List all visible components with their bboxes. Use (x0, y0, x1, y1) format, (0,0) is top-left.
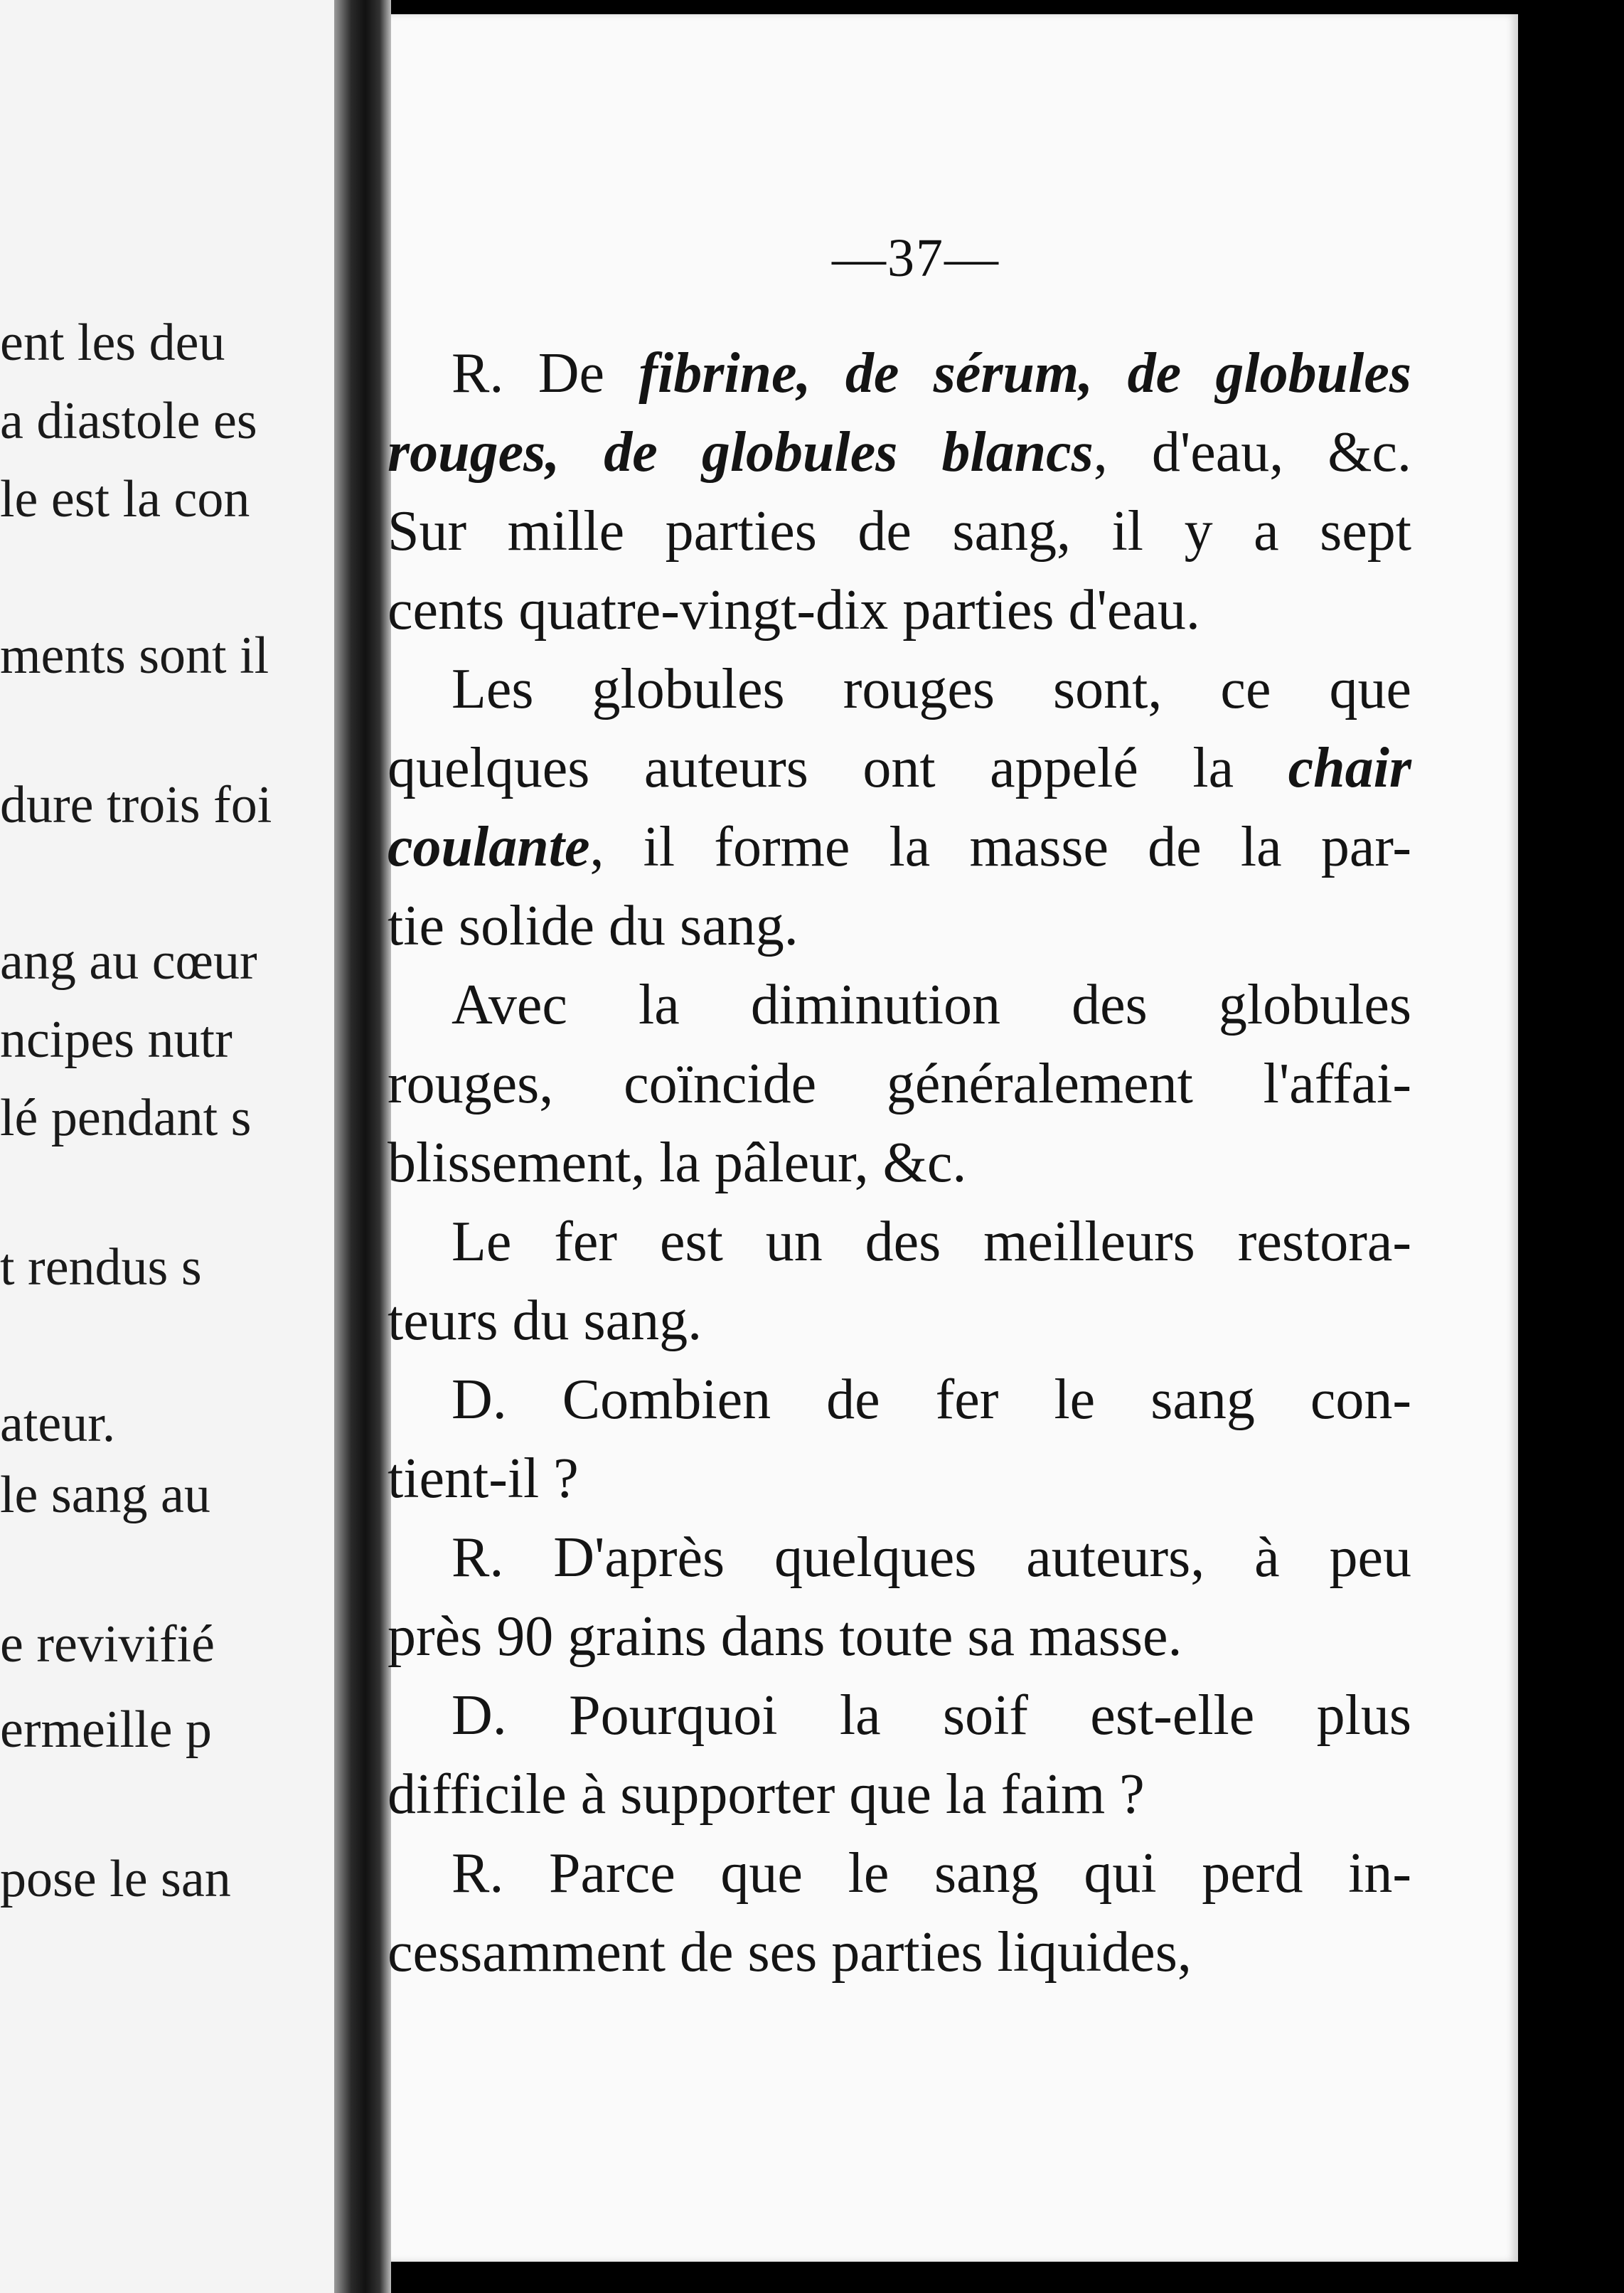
paragraph-2-line-4: tie solide du sang. (388, 895, 798, 957)
left-line-2: a diastole es (0, 392, 257, 450)
text-run: R. De (452, 342, 639, 405)
left-line-9: t rendus s (0, 1238, 202, 1297)
question-2-line-2: difficile à supporter que la faim ? (388, 1763, 1145, 1826)
left-line-6: ang au cœur (0, 932, 257, 991)
left-line-13: ermeille p (0, 1701, 212, 1759)
left-line-11: le sang au (0, 1466, 210, 1524)
italic-run: fibrine, de sérum, de globules (639, 342, 1412, 405)
paragraph-2-line-2 (388, 729, 1411, 808)
answer-1-line-2: près 90 grains dans toute sa masse. (388, 1605, 1182, 1668)
italic-run: chair (1288, 737, 1411, 799)
paragraph-1-line-1 (388, 334, 1411, 413)
paragraph-4-line-2: teurs du sang. (388, 1289, 703, 1352)
paragraph-4-line-1: Le fer est un des meilleurs restora- (452, 1211, 1411, 1273)
answer-2-line-1: R. Parce que le sang qui perd in- (452, 1842, 1411, 1905)
paragraph-1-line-3: Sur mille parties de sang, il y a sept (388, 500, 1411, 563)
left-line-3: le est la con (0, 470, 250, 528)
paragraph-3-line-1: Avec la diminution des globules (452, 974, 1411, 1036)
left-line-4: ments sont il (0, 627, 269, 685)
answer-1-line-1: R. D'après quelques auteurs, à peu (452, 1526, 1411, 1589)
left-line-12: e revivifié (0, 1615, 215, 1674)
paragraph-3-line-2: rouges, coïncide généralement l'affai- (388, 1053, 1411, 1115)
left-page-fragment (0, 0, 384, 2293)
paragraph-2-line-3 (388, 808, 1411, 887)
paragraph-1-line-4: cents quatre-vingt-dix parties d'eau. (388, 579, 1200, 642)
paragraph-1-line-2 (388, 413, 1411, 492)
left-line-7: ncipes nutr (0, 1011, 233, 1069)
answer-2-line-2: cessamment de ses parties liquides, (388, 1921, 1192, 1984)
left-line-10: ateur. (0, 1395, 116, 1453)
paragraph-3-line-3: blissement, la pâleur, &c. (388, 1132, 967, 1194)
scan-border-right (1518, 0, 1624, 2293)
left-line-14: pose le san (0, 1850, 231, 1908)
book-gutter (334, 0, 391, 2293)
text-run: , il forme la masse de la par- (589, 816, 1411, 878)
left-line-1: ent les deu (0, 314, 225, 372)
left-line-5: dure trois foi (0, 776, 272, 834)
question-1-line-2: tient-il ? (388, 1447, 579, 1510)
text-run: quelques auteurs ont appelé la (388, 737, 1288, 799)
text-run: , d'eau, &c. (1093, 421, 1412, 484)
page-number: —37— (832, 228, 1000, 288)
italic-run: coulante (388, 816, 590, 878)
page-body (388, 334, 1411, 1992)
paragraph-2-line-1: Les globules rouges sont, ce que (452, 658, 1411, 720)
question-1-line-1: D. Combien de fer le sang con- (452, 1368, 1411, 1431)
question-2-line-1: D. Pourquoi la soif est-elle plus (452, 1684, 1411, 1747)
left-line-8: lé pendant s (0, 1089, 252, 1147)
italic-run: rouges, de globules blancs (388, 421, 1094, 484)
